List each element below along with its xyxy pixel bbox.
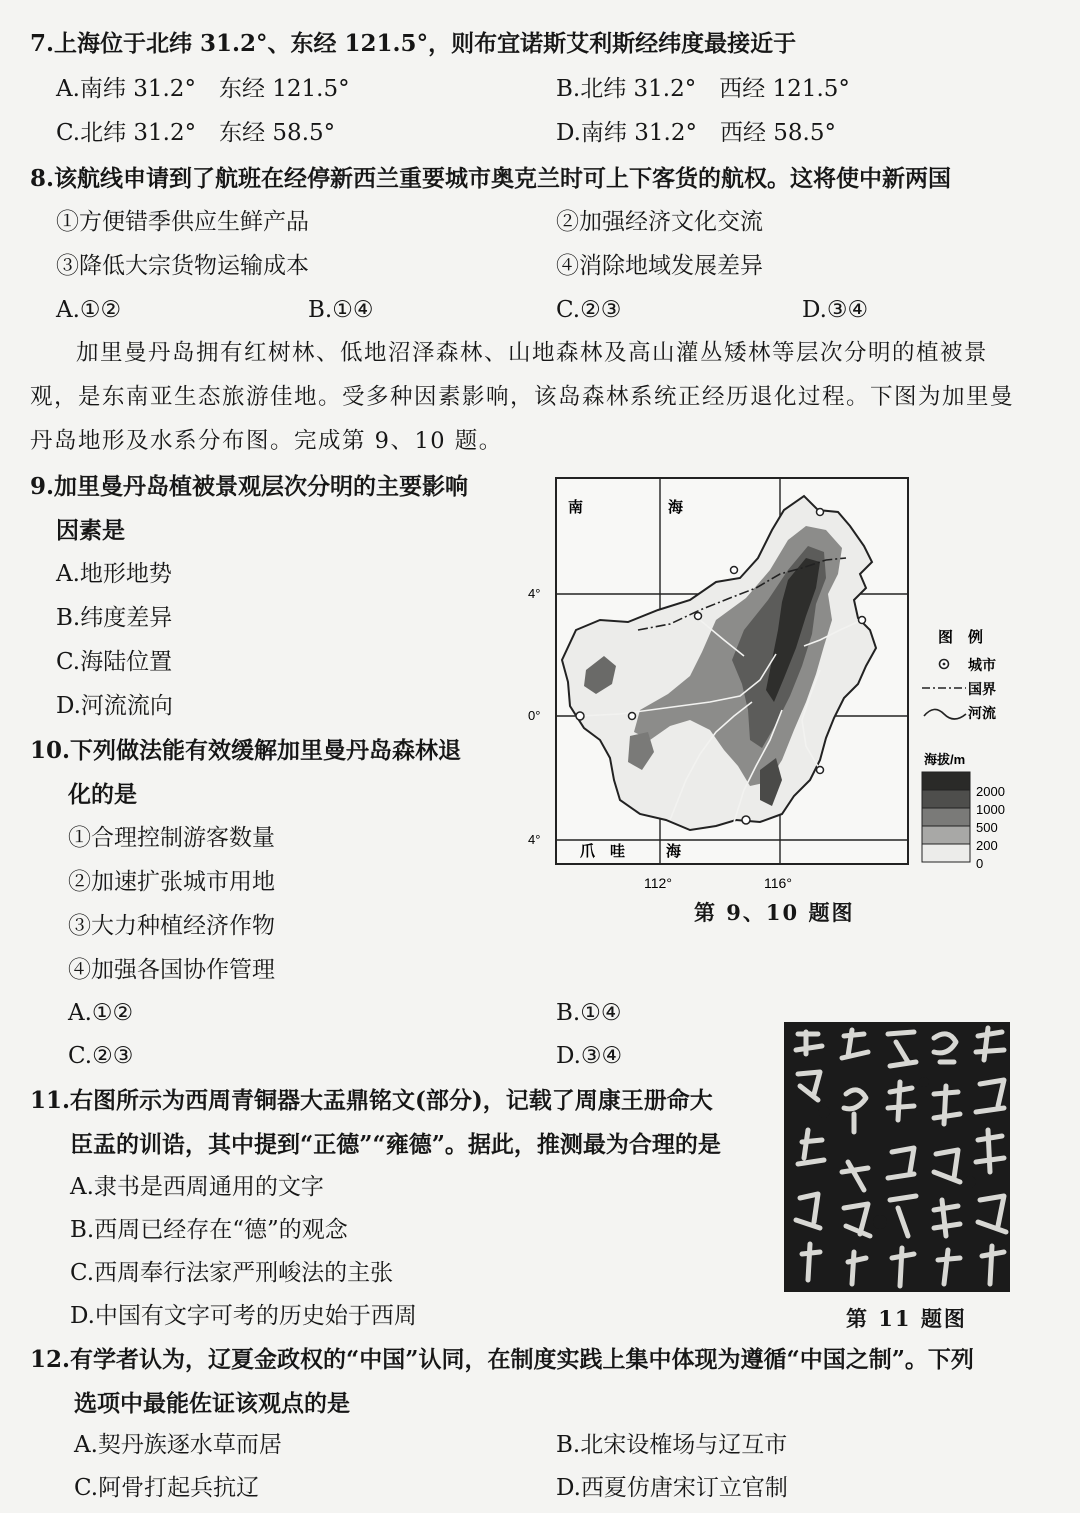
- q10-statement-4: ④加强各国协作管理: [68, 957, 275, 983]
- q10-stem-line-1: 10.下列做法能有效缓解加里曼丹岛森林退: [30, 737, 462, 764]
- q7-option-c[interactable]: C.北纬 31.2° 东经 58.5°: [56, 120, 336, 146]
- inscription-caption: 第 11 题图: [846, 1306, 967, 1331]
- q7-option-a[interactable]: A.南纬 31.2° 东经 121.5°: [56, 76, 350, 102]
- passage-line-3: 丹岛地形及水系分布图。完成第 9、10 题。: [30, 428, 503, 454]
- q11-option-d[interactable]: D.中国有文字可考的历史始于西周: [70, 1303, 417, 1329]
- q10-statement-3: ③大力种植经济作物: [68, 913, 275, 939]
- q10-statement-1: ①合理控制游客数量: [68, 825, 275, 851]
- q12-option-a[interactable]: A.契丹族逐水草而居: [74, 1432, 282, 1458]
- lat-label-4s: 4°: [528, 832, 541, 847]
- kalimantan-terrain-map: [520, 470, 1040, 910]
- q10-statement-2: ②加速扩张城市用地: [68, 869, 275, 895]
- elevation-tick: 2000: [976, 784, 1005, 799]
- q9-option-d[interactable]: D.河流流向: [56, 693, 173, 719]
- q10-stem-line-2: 化的是: [68, 781, 137, 808]
- q12-option-d[interactable]: D.西夏仿唐宋订立官制: [556, 1475, 788, 1501]
- q11-option-c[interactable]: C.西周奉行法家严刑峻法的主张: [70, 1260, 394, 1286]
- q11-stem-line-1: 11.右图所示为西周青铜器大盂鼎铭文(部分)，记载了周康王册命大: [30, 1087, 713, 1114]
- map-sea-label: 哇: [610, 843, 626, 860]
- q8-stem: 8.该航线申请到了航班在经停新西兰重要城市奥克兰时可上下客货的航权。这将使中新两国: [30, 165, 952, 192]
- q8-option-b[interactable]: B.①④: [308, 297, 374, 323]
- q11-option-a[interactable]: A.隶书是西周通用的文字: [70, 1174, 324, 1200]
- q9-stem-line-1: 9.加里曼丹岛植被景观层次分明的主要影响: [30, 473, 469, 500]
- lon-label-112: 112°: [644, 875, 672, 891]
- legend-border: 国界: [968, 681, 996, 697]
- map-sea-label: 爪: [580, 843, 596, 860]
- elevation-tick: 500: [976, 820, 998, 835]
- q10-option-c[interactable]: C.②③: [68, 1043, 134, 1069]
- q10-option-b[interactable]: B.①④: [556, 1000, 622, 1026]
- passage-line-2: 观，是东南亚生态旅游佳地。受多种因素影响，该岛森林系统正经历退化过程。下图为加里曼: [30, 384, 1015, 410]
- elevation-tick: 200: [976, 838, 998, 853]
- bronze-inscription-rubbing: [784, 1022, 1010, 1292]
- legend-river: 河流: [968, 705, 996, 721]
- map-sea-label: 海: [668, 499, 684, 516]
- q9-option-a[interactable]: A.地形地势: [56, 561, 172, 587]
- q11-stem-line-2: 臣盂的训诰，其中提到“正德”“雍德”。据此，推测最为合理的是: [70, 1131, 721, 1158]
- q12-stem-line-1: 12.有学者认为，辽夏金政权的“中国”认同，在制度实践上集中体现为遵循“中国之制”。下列: [30, 1346, 974, 1373]
- q11-option-b[interactable]: B.西周已经存在“德”的观念: [70, 1217, 348, 1243]
- q9-stem-line-2: 因素是: [56, 517, 125, 544]
- lat-label-4n: 4°: [528, 586, 541, 601]
- legend-title: 图 例: [938, 629, 984, 646]
- map-caption: 第 9、10 题图: [694, 900, 855, 925]
- map-sea-label: 南: [568, 499, 584, 516]
- q8-statement-1: ①方便错季供应生鲜产品: [56, 209, 309, 235]
- q8-statement-3: ③降低大宗货物运输成本: [56, 253, 309, 279]
- q10-option-d[interactable]: D.③④: [556, 1043, 623, 1069]
- q12-option-b[interactable]: B.北宋设榷场与辽互市: [556, 1432, 788, 1458]
- q9-option-c[interactable]: C.海陆位置: [56, 649, 173, 675]
- q8-statement-4: ④消除地域发展差异: [556, 253, 763, 279]
- q12-option-c[interactable]: C.阿骨打起兵抗辽: [74, 1475, 260, 1501]
- lat-label-0: 0°: [528, 708, 541, 723]
- q7-stem: 7.上海位于北纬 31.2°、东经 121.5°，则布宜诺斯艾利斯经纬度最接近于: [30, 30, 797, 57]
- q8-option-d[interactable]: D.③④: [802, 297, 869, 323]
- q9-option-b[interactable]: B.纬度差异: [56, 605, 173, 631]
- q12-stem-line-2: 选项中最能佐证该观点的是: [74, 1390, 350, 1417]
- elevation-tick: 0: [976, 856, 984, 871]
- elevation-tick: 1000: [976, 802, 1005, 817]
- q7-option-d[interactable]: D.南纬 31.2° 西经 58.5°: [556, 120, 836, 146]
- q8-option-a[interactable]: A.①②: [56, 297, 122, 323]
- q8-statement-2: ②加强经济文化交流: [556, 209, 763, 235]
- q7-option-b[interactable]: B.北纬 31.2° 西经 121.5°: [556, 76, 850, 102]
- q10-option-a[interactable]: A.①②: [68, 1000, 134, 1026]
- q8-option-c[interactable]: C.②③: [556, 297, 622, 323]
- passage-line-1: 加里曼丹岛拥有红树林、低地沼泽森林、山地森林及高山灌丛矮林等层次分明的植被景: [76, 340, 989, 366]
- map-sea-label: 海: [666, 843, 682, 860]
- elevation-legend-title: 海拔/m: [924, 752, 966, 767]
- legend-city: 城市: [968, 657, 996, 673]
- lon-label-116: 116°: [764, 875, 792, 891]
